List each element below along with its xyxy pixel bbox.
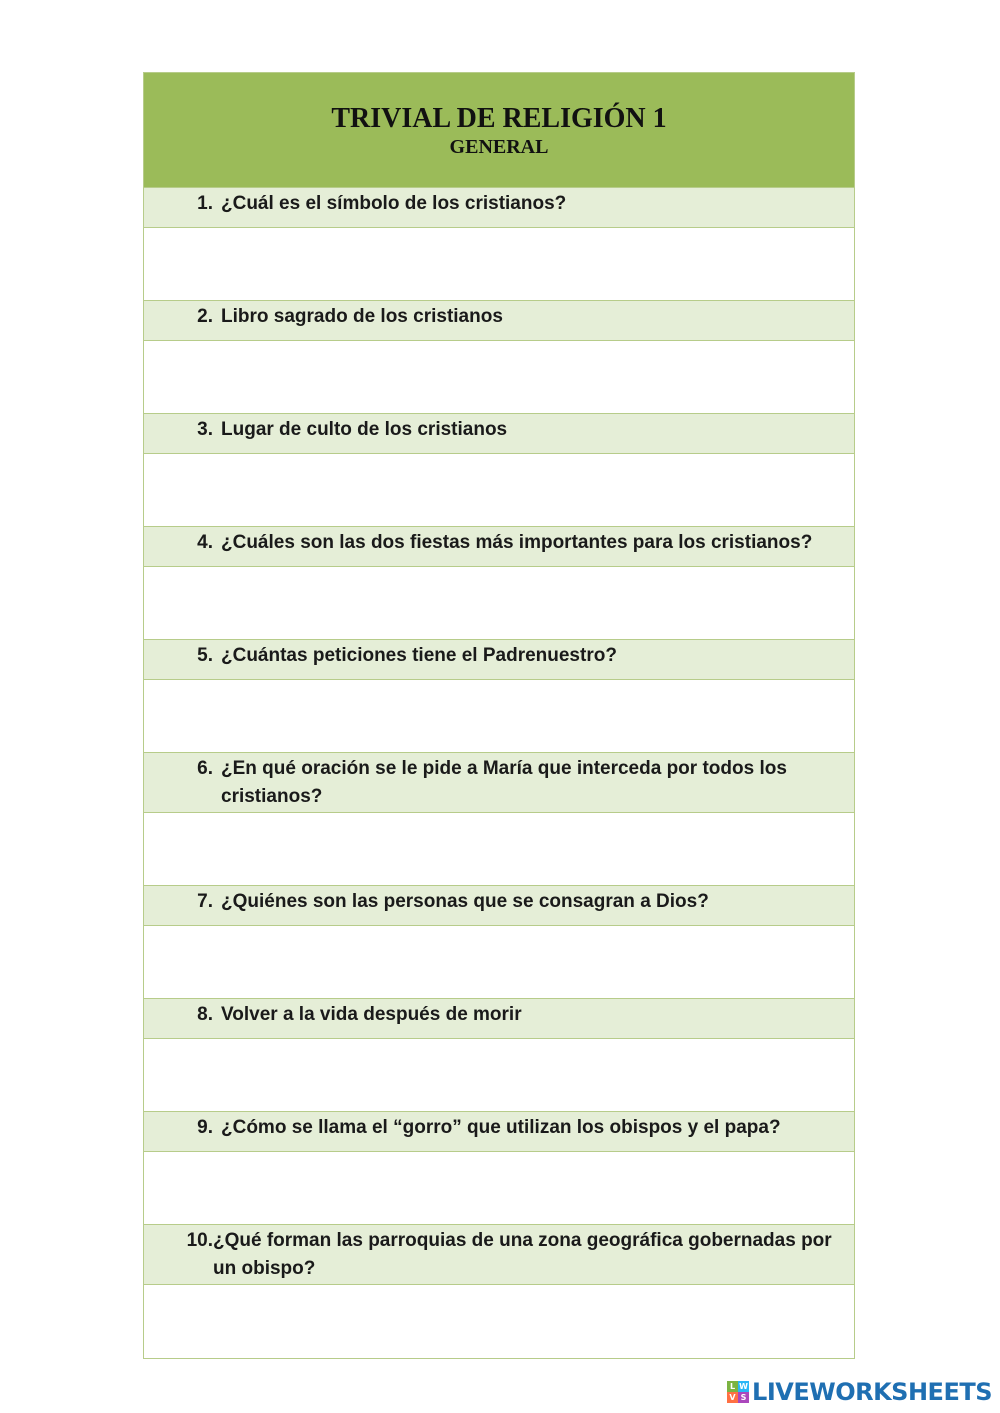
question-row-9	[144, 1112, 854, 1152]
question-row-10	[144, 1225, 854, 1285]
question-text: ¿Cuál es el símbolo de los cristianos?	[221, 193, 567, 214]
question-text: ¿Cómo se llama el “gorro” que utilizan los obispos y el papa?	[221, 1117, 781, 1138]
question-text: Libro sagrado de los cristianos	[221, 306, 503, 327]
question-text: Volver a la vida después de morir	[221, 1004, 522, 1025]
worksheet-header	[144, 73, 854, 188]
question-text: ¿Cuántas peticiones tiene el Padrenuestro?	[221, 645, 617, 666]
question-number: 10.	[186, 1230, 213, 1251]
question-text: ¿Cuáles son las dos fiestas más importantes para los cristianos?	[221, 532, 813, 553]
answer-field-1[interactable]	[144, 228, 854, 301]
question-row-5	[144, 640, 854, 680]
answer-field-10[interactable]	[144, 1285, 854, 1358]
question-row-2	[144, 301, 854, 341]
liveworksheets-logo	[727, 1379, 992, 1405]
question-number: 4.	[197, 532, 213, 553]
question-number: 1.	[197, 193, 213, 214]
answer-field-9[interactable]	[144, 1152, 854, 1225]
answer-field-8[interactable]	[144, 1039, 854, 1112]
question-text: ¿Quiénes son las personas que se consagran a Dios?	[221, 891, 709, 912]
worksheet-table	[143, 72, 855, 1359]
question-number: 8.	[197, 1004, 213, 1025]
answer-field-3[interactable]	[144, 454, 854, 527]
question-number: 5.	[197, 645, 213, 666]
question-text: ¿Qué forman las parroquias de una zona geográfica gobernadas por un obispo?	[213, 1230, 832, 1279]
liveworksheets-logo-icon: L W V S	[727, 1381, 749, 1403]
question-row-4	[144, 527, 854, 567]
answer-field-6[interactable]	[144, 813, 854, 886]
page-subtitle: GENERAL	[449, 136, 549, 158]
answer-field-5[interactable]	[144, 680, 854, 753]
question-number: 2.	[197, 306, 213, 327]
question-number: 6.	[197, 758, 213, 779]
answer-field-2[interactable]	[144, 341, 854, 414]
question-number: 7.	[197, 891, 213, 912]
logo-text: LIVEWORKSHEETS	[752, 1378, 992, 1406]
question-row-6	[144, 753, 854, 813]
question-text: Lugar de culto de los cristianos	[221, 419, 508, 440]
question-row-7	[144, 886, 854, 926]
answer-field-4[interactable]	[144, 567, 854, 640]
question-row-3	[144, 414, 854, 454]
question-row-1	[144, 188, 854, 228]
page-title: TRIVIAL DE RELIGIÓN 1	[331, 103, 667, 134]
answer-field-7[interactable]	[144, 926, 854, 999]
question-text: ¿En qué oración se le pide a María que interceda por todos los cristianos?	[221, 758, 787, 807]
question-number: 9.	[197, 1117, 213, 1138]
question-number: 3.	[197, 419, 213, 440]
question-row-8	[144, 999, 854, 1039]
